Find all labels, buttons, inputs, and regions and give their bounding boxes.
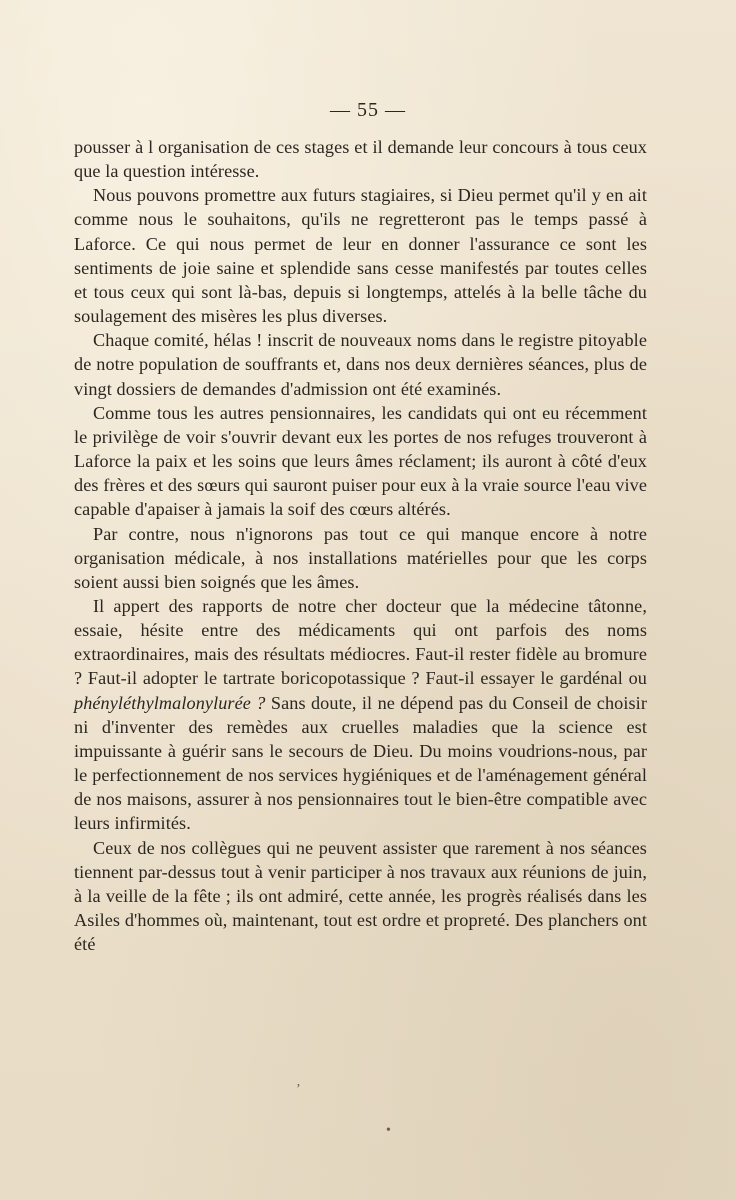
paragraph-collegues: Ceux de nos collègues qui ne peuvent assister que rarement à nos séances tiennent par-dessus tout à venir participer à nos travaux aux réunions de juin, à la veille de la fête ; ils ont admiré, cette année, les progrès réalisés dans les Asiles d'hommes où, maintenant, tout est ordre et propreté. Des planchers ont été (74, 837, 647, 955)
paragraph-stagiaires: Nous pouvons promettre aux futurs stagiaires, si Dieu permet qu'il y en ait comme nous le souhaitons, qu'ils ne regretteront pas le temps passé à Laforce. Ce qui nous permet de leur en donner l'assurance ce sont les sentiments de joie saine et splendide sans cesse manifestés par toutes celles et tous ceux qui sont là-bas, depuis si longtemps, attelés à la belle tâche du soulagement des misères les plus diverses. (74, 185, 647, 327)
paper-speck: ʼ (296, 1082, 301, 1097)
paragraph-comite: Chaque comité, hélas ! inscrit de nouveaux noms dans le registre pitoyable de notre population de souffrants et, dans nos deux dernières séances, plus de vingt dossiers de demandes d'admission ont été examinés. (74, 330, 647, 399)
paragraph-continuation: pousser à l organisation de ces stages et il demande leur concours à tous ceux que la question intéresse. (74, 137, 647, 182)
paragraph-medecine (74, 594, 647, 836)
medecine-text-end: Sans doute, il ne dépend pas du Conseil de choisir ni d'inventer des remèdes aux cruelles maladies que la science est impuissante à guérir sans le secours de Dieu. Du moins voudrions-nous, par le perfectionnement de nos services hygiéniques et de l'aménagement général de nos maisons, assurer à nos pensionnaires tout le bien-être compatible avec leurs infirmités. (74, 692, 647, 834)
page-number: — 55 — (330, 99, 406, 121)
paragraph-organisation-medicale: Par contre, nous n'ignorons pas tout ce qui manque encore à notre organisation médicale, à nos installations matérielles pour que les corps soient aussi bien soignés que les âmes. (74, 523, 647, 592)
paragraph-pensionnaires: Comme tous les autres pensionnaires, les candidats qui ont eu récemment le privilège de voir s'ouvrir devant eux les portes de nos refuges trouveront à Laforce la paix et les soins que leurs âmes réclament; ils auront à côté d'eux des frères et des sœurs qui sauront puiser pour eux à la vraie source l'eau vive capable d'apaiser à jamais la soif des cœurs altérés. (74, 402, 647, 520)
medication-name-italic: phényléthylmalonylurée ? (74, 692, 266, 713)
body-text (74, 135, 647, 956)
paper-dot: • (386, 1123, 391, 1138)
medecine-text-start: Il appert des rapports de notre cher docteur que la médecine tâtonne, essaie, hésite entre des médicaments qui ont parfois des noms extraordinaires, mais des résultats médiocres. Faut-il rester fidèle au bromure ? Faut-il adopter le tartrate boricopotassique ? Faut-il essayer le gardénal ou (74, 595, 647, 689)
